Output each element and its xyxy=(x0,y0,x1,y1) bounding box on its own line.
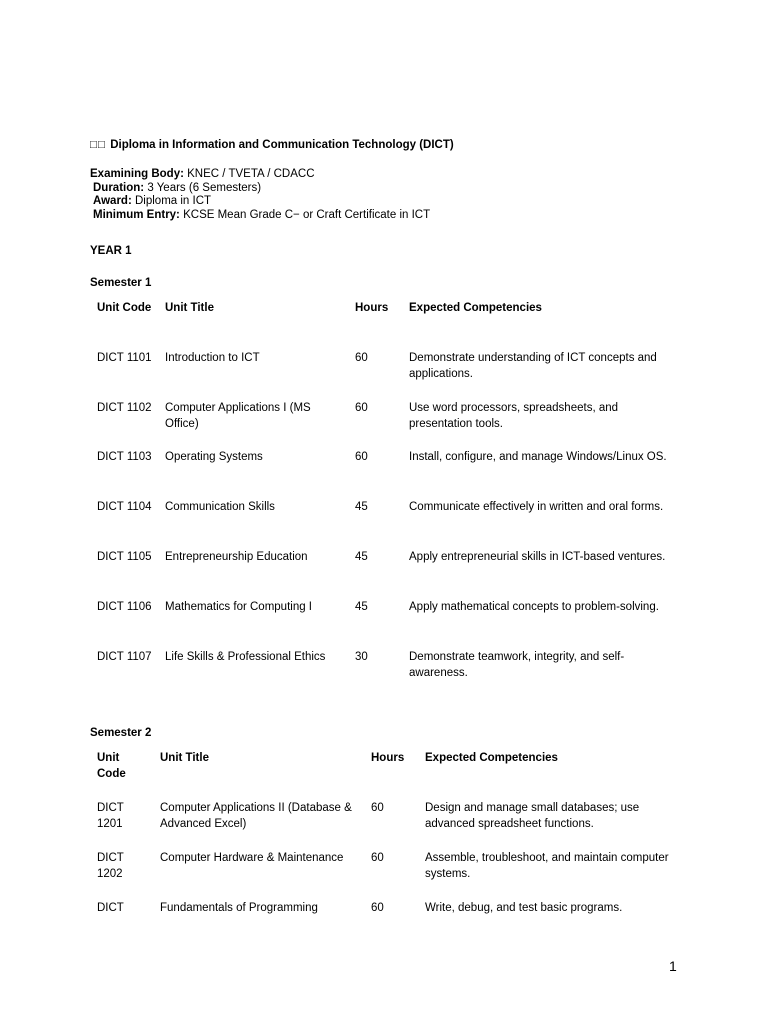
unit-hours: 45 xyxy=(355,501,368,513)
meta-label: Examining Body: xyxy=(90,168,184,180)
unit-competency: Design and manage small databases; use advanced spreadsheet functions. xyxy=(425,802,640,830)
title-text: Diploma in Information and Communication Technology (DICT) xyxy=(110,139,454,151)
unit-title: Mathematics for Computing I xyxy=(165,601,313,613)
unit-hours: 45 xyxy=(355,551,368,563)
duration-line xyxy=(90,182,430,196)
column-header: Unit Title xyxy=(165,302,214,314)
unit-competency: Assemble, troubleshoot, and maintain computer systems. xyxy=(425,852,669,880)
column-header: Hours xyxy=(371,752,405,764)
unit-title: Operating Systems xyxy=(165,451,263,463)
unit-title: Introduction to ICT xyxy=(165,352,260,364)
year-heading: YEAR 1 xyxy=(90,245,132,257)
document-title xyxy=(90,139,454,151)
unit-hours: 60 xyxy=(371,802,384,814)
column-header: Unit Code xyxy=(97,302,152,314)
award-line xyxy=(90,195,430,209)
unit-code: DICT 1107 xyxy=(97,651,152,663)
program-details xyxy=(90,168,430,222)
meta-value: KCSE Mean Grade C− or Craft Certificate in ICT xyxy=(183,208,431,221)
unit-hours: 60 xyxy=(355,451,368,463)
meta-label: Minimum Entry: xyxy=(93,208,180,221)
unit-hours: 60 xyxy=(371,852,384,864)
unit-competency: Write, debug, and test basic programs. xyxy=(425,902,623,914)
unit-hours: 45 xyxy=(355,601,368,613)
unit-hours: 60 xyxy=(355,402,368,414)
unit-competency: Communicate effectively in written and oral forms. xyxy=(409,501,664,513)
unit-hours: 60 xyxy=(371,902,384,914)
unit-title: Computer Applications II (Database & Advanced Excel) xyxy=(160,802,352,830)
unit-title: Communication Skills xyxy=(165,501,275,513)
unit-competency: Apply entrepreneurial skills in ICT-based ventures. xyxy=(409,551,666,563)
unit-hours: 60 xyxy=(355,352,368,364)
unit-hours: 30 xyxy=(355,651,368,663)
unit-competency: Demonstrate teamwork, integrity, and self-awareness. xyxy=(409,651,625,679)
minimum-entry-line xyxy=(90,209,430,223)
unit-title: Entrepreneurship Education xyxy=(165,551,308,563)
unit-code: DICT 1101 xyxy=(97,352,152,364)
unit-code: DICT 1103 xyxy=(97,451,152,463)
column-header: Hours xyxy=(355,302,389,314)
unit-competency: Install, configure, and manage Windows/Linux OS. xyxy=(409,451,667,463)
column-header: Unit Title xyxy=(160,752,209,764)
column-header: Unit Code xyxy=(97,752,126,780)
column-header: Expected Competencies xyxy=(409,302,542,314)
missing-glyph-icon: □□ xyxy=(90,139,106,151)
meta-label: Award: xyxy=(93,195,132,207)
meta-value: 3 Years (6 Semesters) xyxy=(147,181,262,194)
unit-title: Fundamentals of Programming xyxy=(160,902,318,914)
meta-value: Diploma in ICT xyxy=(134,195,212,207)
unit-competency: Demonstrate understanding of ICT concepts and applications. xyxy=(409,352,657,380)
unit-code: DICT xyxy=(97,902,124,914)
unit-code: DICT 1202 xyxy=(97,852,124,880)
unit-code: DICT 1106 xyxy=(97,601,152,613)
page-number: 1 xyxy=(669,958,677,974)
column-header: Expected Competencies xyxy=(425,752,558,764)
unit-competency: Apply mathematical concepts to problem-solving. xyxy=(409,601,659,613)
unit-title: Life Skills & Professional Ethics xyxy=(165,651,326,663)
unit-code: DICT 1102 xyxy=(97,402,152,414)
unit-competency: Use word processors, spreadsheets, and presentation tools. xyxy=(409,402,619,430)
examining-body-line xyxy=(90,168,430,182)
unit-code: DICT 1104 xyxy=(97,501,152,513)
unit-title: Computer Applications I (MS Office) xyxy=(165,402,311,430)
semester-heading: Semester 1 xyxy=(90,277,152,289)
unit-title: Computer Hardware & Maintenance xyxy=(160,852,344,864)
meta-label: Duration: xyxy=(93,181,145,194)
meta-value: KNEC / TVETA / CDACC xyxy=(187,168,315,180)
unit-code: DICT 1105 xyxy=(97,551,152,563)
unit-code: DICT 1201 xyxy=(97,802,124,830)
semester-heading: Semester 2 xyxy=(90,727,152,739)
